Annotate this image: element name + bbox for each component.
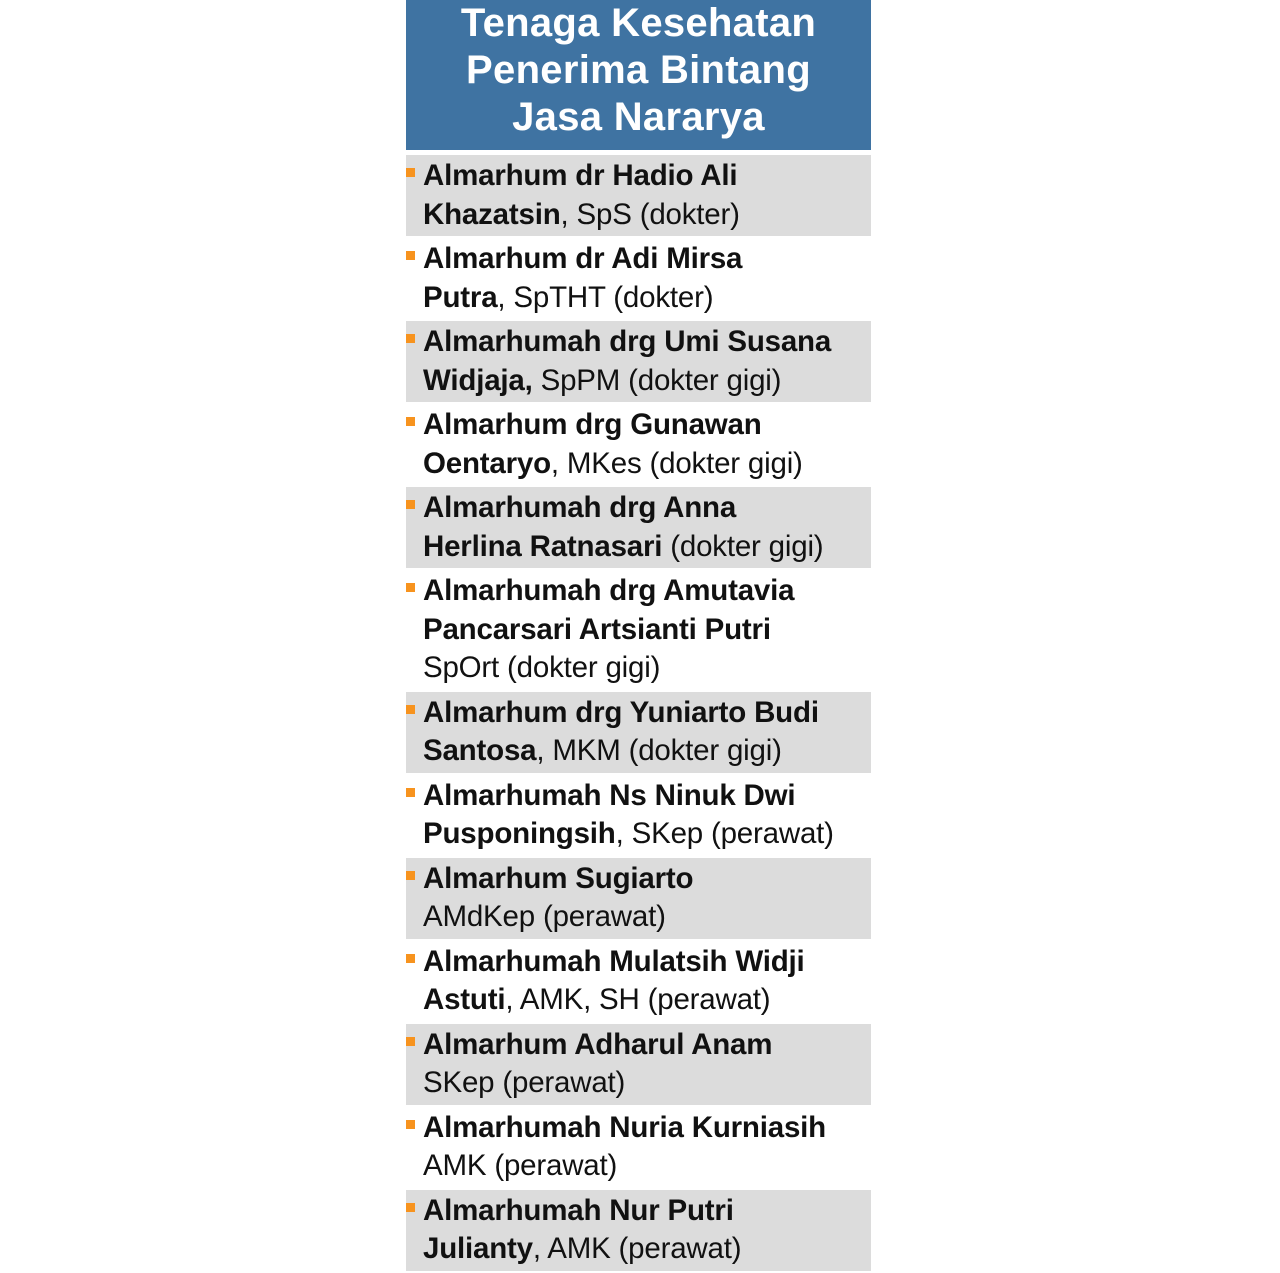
item-line	[423, 777, 871, 816]
recipient-name: Almarhum Adharul Anam	[423, 1027, 773, 1061]
item-line	[423, 362, 871, 401]
recipient-title: , SKep (perawat)	[615, 817, 834, 850]
item-line	[423, 323, 871, 362]
list-item	[406, 404, 871, 485]
recipient-name: Almarhumah Mulatsih Widji	[423, 944, 805, 978]
bullet-square-icon	[406, 1120, 415, 1129]
recipient-name: Oentaryo	[423, 446, 551, 480]
bullet-square-icon	[406, 1203, 415, 1212]
recipient-name: Khazatsin	[423, 197, 561, 231]
item-line	[423, 196, 871, 235]
recipient-title: SpOrt (dokter gigi)	[423, 651, 661, 684]
recipient-title: SKep (perawat)	[423, 1066, 626, 1099]
recipients-infographic	[406, 0, 871, 1273]
bullet-square-icon	[406, 334, 415, 343]
list-item	[406, 1190, 871, 1271]
item-line	[423, 1064, 871, 1103]
recipient-list	[406, 155, 871, 1271]
item-line	[423, 611, 871, 650]
item-line	[423, 240, 871, 279]
recipient-name: Almarhum dr Hadio Ali	[423, 159, 738, 192]
title-line: Tenaga Kesehatan	[460, 1, 817, 45]
list-item	[406, 775, 871, 856]
title-header	[406, 0, 871, 150]
item-line	[423, 1026, 871, 1065]
bullet-square-icon	[406, 954, 415, 963]
recipient-name: Julianty	[423, 1232, 533, 1265]
bullet-square-icon	[406, 583, 415, 592]
recipient-name: Putra	[423, 280, 498, 314]
recipient-title: AMK (perawat)	[423, 1149, 618, 1182]
list-item	[406, 321, 871, 402]
recipient-title: SpPM (dokter gigi)	[532, 363, 782, 397]
item-line	[423, 898, 871, 937]
item-line	[423, 649, 871, 688]
recipient-title: , AMK (perawat)	[532, 1232, 742, 1265]
item-line	[423, 528, 871, 567]
recipient-name: Almarhum drg Gunawan	[423, 408, 762, 441]
list-item	[406, 692, 871, 773]
recipient-name: Widjaja,	[423, 363, 533, 397]
list-item	[406, 570, 871, 690]
item-line	[423, 1230, 871, 1269]
item-line	[423, 981, 871, 1020]
recipient-title: AMdKep (perawat)	[423, 900, 666, 933]
item-line	[423, 279, 871, 318]
item-line	[423, 445, 871, 484]
list-item	[406, 155, 871, 236]
recipient-name: Almarhumah Nuria Kurniasih	[423, 1110, 826, 1144]
item-line	[423, 1109, 871, 1148]
title-line: Penerima Bintang	[466, 48, 811, 92]
item-line	[423, 694, 871, 733]
item-line	[423, 732, 871, 771]
recipient-name: Almarhumah Ns Ninuk Dwi	[423, 778, 796, 812]
recipient-title: , SpTHT (dokter)	[497, 280, 714, 314]
item-line	[423, 943, 871, 982]
item-line	[423, 860, 871, 899]
recipient-title: , SpS (dokter)	[560, 197, 740, 231]
bullet-square-icon	[406, 705, 415, 714]
recipient-name: Herlina Ratnasari	[423, 529, 663, 563]
recipient-name: Almarhumah drg Anna	[423, 491, 737, 524]
item-line	[423, 489, 871, 528]
recipient-title: , MKM (dokter gigi)	[536, 734, 782, 767]
list-item	[406, 1107, 871, 1188]
recipient-name: Almarhumah Nur Putri	[423, 1193, 734, 1227]
recipient-name: Pusponingsih	[423, 817, 616, 850]
recipient-name: Almarhum drg Yuniarto Budi	[423, 695, 819, 729]
recipient-name: Astuti	[423, 983, 506, 1016]
recipient-title: (dokter gigi)	[662, 529, 824, 563]
item-line	[423, 406, 871, 445]
list-item	[406, 487, 871, 568]
bullet-square-icon	[406, 1037, 415, 1046]
bullet-square-icon	[406, 788, 415, 797]
bullet-square-icon	[406, 168, 415, 177]
recipient-name: Pancarsari Artsianti Putri	[423, 612, 771, 646]
list-item	[406, 1024, 871, 1105]
recipient-name: Almarhum dr Adi Mirsa	[423, 242, 743, 275]
list-item	[406, 858, 871, 939]
bullet-square-icon	[406, 251, 415, 260]
bullet-square-icon	[406, 417, 415, 426]
item-line	[423, 1147, 871, 1186]
recipient-title: , MKes (dokter gigi)	[550, 446, 803, 480]
item-line	[423, 1192, 871, 1231]
item-line	[423, 157, 871, 196]
bullet-square-icon	[406, 500, 415, 509]
item-line	[423, 815, 871, 854]
list-item	[406, 238, 871, 319]
item-line	[423, 572, 871, 611]
recipient-name: Santosa	[423, 734, 537, 767]
bullet-square-icon	[406, 871, 415, 880]
title-line: Jasa Nararya	[512, 95, 765, 139]
recipient-name: Almarhum Sugiarto	[423, 861, 694, 895]
recipient-name: Almarhumah drg Amutavia	[423, 574, 795, 607]
list-item	[406, 941, 871, 1022]
recipient-name: Almarhumah drg Umi Susana	[423, 325, 832, 358]
recipient-title: , AMK, SH (perawat)	[505, 983, 771, 1016]
